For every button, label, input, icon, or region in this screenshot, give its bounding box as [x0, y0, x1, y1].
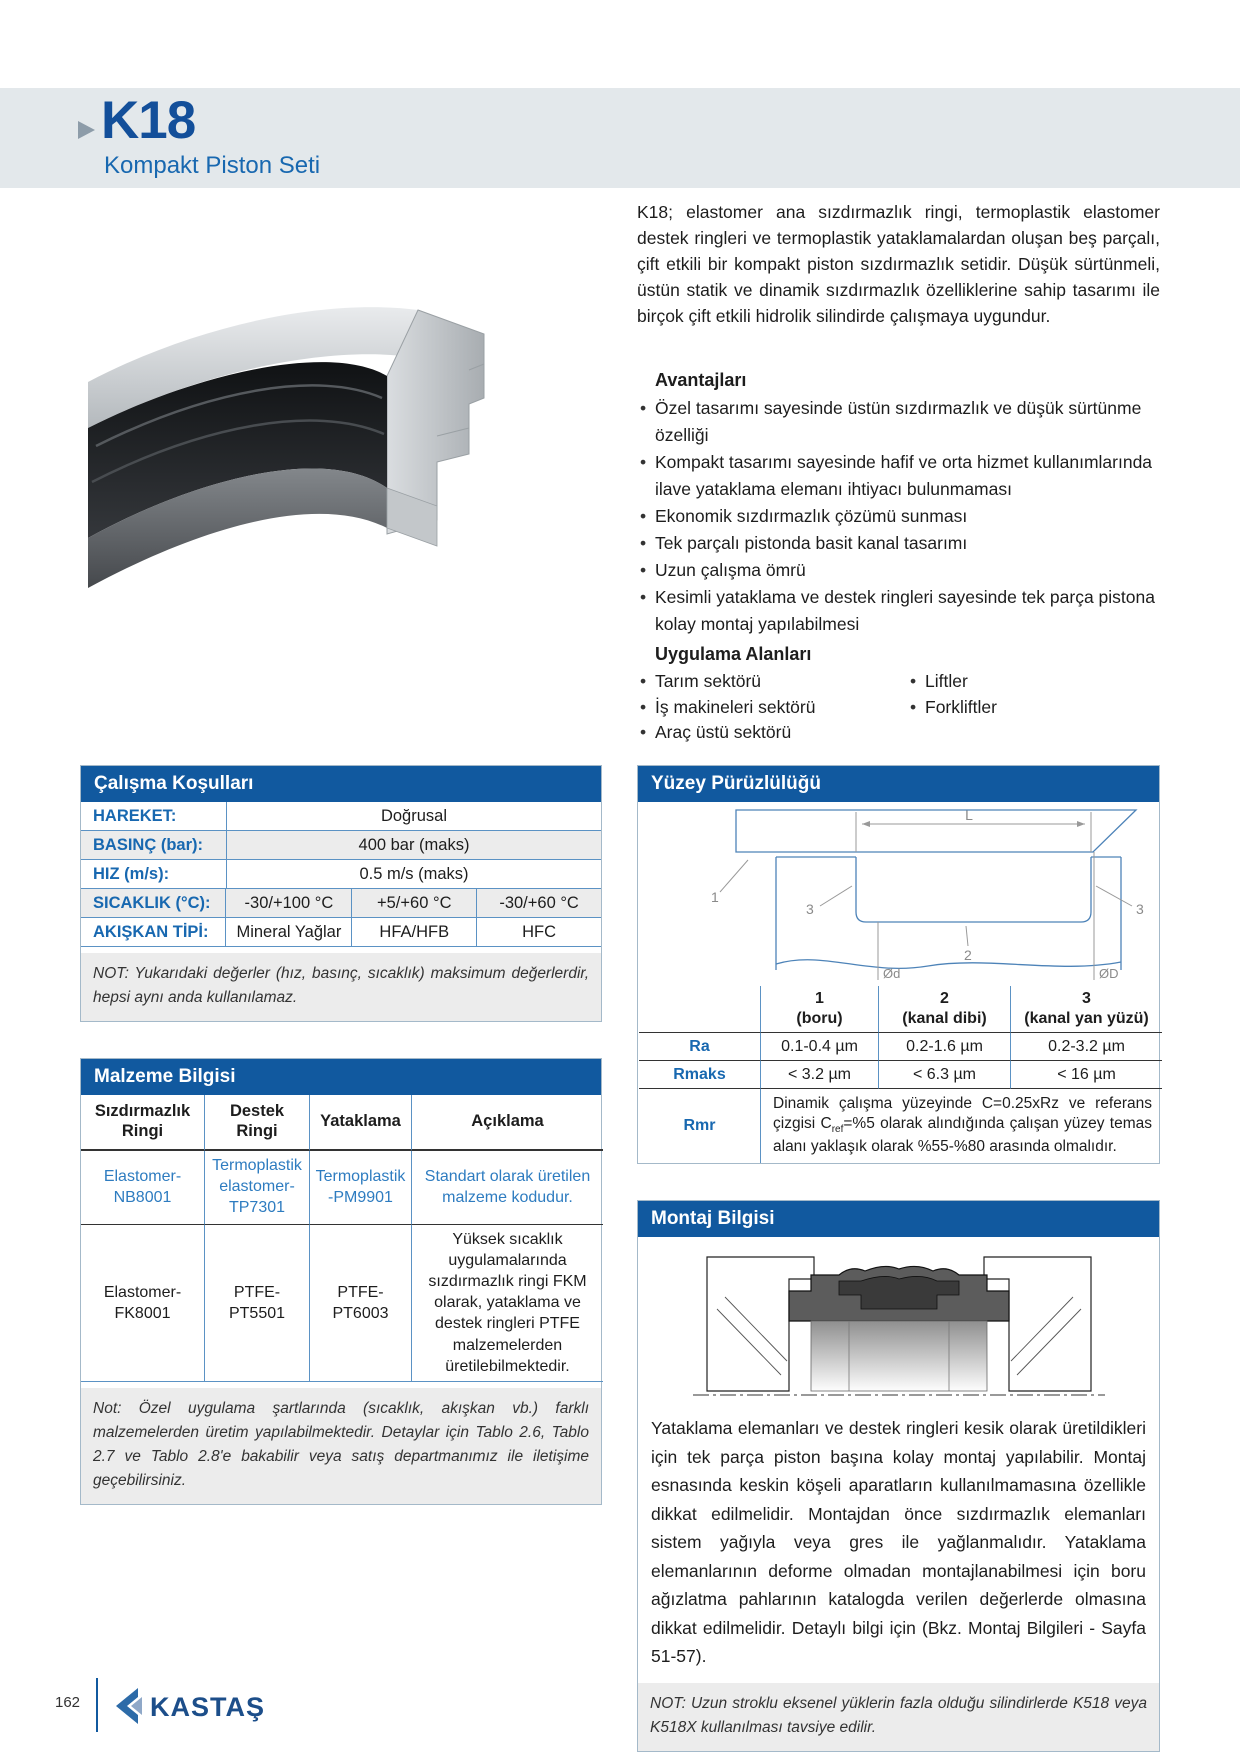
table-row: [81, 860, 601, 889]
application-item: • İş makineleri sektörü: [637, 695, 907, 721]
product-code: K18: [101, 91, 196, 150]
applications-title: Uygulama Alanları: [655, 644, 812, 664]
table-cell: < 3.2 µm: [760, 1061, 878, 1089]
surface-roughness-panel: [637, 765, 1160, 1164]
table-cell: Yüksek sıcaklık uygulamalarında sızdırmazlık ringi FKM olarak, yataklama ve destek ringleri PTFE malzemelerden üretilebilmektedir.: [411, 1225, 603, 1382]
table-cell: 0.2-1.6 µm: [878, 1033, 1010, 1061]
column-subtitle: (boru): [796, 1010, 843, 1027]
panel-title: Yüzey Pürüzlülüğü: [638, 766, 1159, 802]
table-row: [81, 918, 601, 947]
table-row: [81, 831, 601, 860]
advantages-list: [637, 395, 1160, 638]
installation-body: Yataklama elemanları ve destek ringleri kesik olarak üretildikleri için tek parça piston başına kolay montaj yapılabilir. Montaj esnasında keskin köşeli aparatların kullanılmamasına özellikle dikkat edilmelidir. Montajdan önce sızdırmazlık elemanları sistem yağıyla veya gres ile yağlanmalıdır. Yataklama elemanlarının deforme olmadan montajlanabilmesi için boru ağızlatma pahlarının katalogda verilen değerlerde olmasına dikkat edilmelidir. Detaylı bilgi için (Bkz. Montaj Bilgileri - Sayfa 51-57).: [651, 1418, 1146, 1666]
column-subtitle: (kanal dibi): [902, 1010, 987, 1027]
product-photo: [88, 282, 518, 610]
row-label: Ra: [639, 1033, 760, 1061]
rmr-text-subscript: ref: [831, 1124, 844, 1136]
column-header: Açıklama: [411, 1095, 603, 1151]
application-item: • Forkliftler: [907, 695, 1160, 721]
rmr-text-part2: =%5 olarak alındığında çalışan yüzey temas alanı yaklaşık olarak %55-%80 arasında olmalıdır.: [773, 1115, 1152, 1155]
row-value: 0.5 m/s (maks): [359, 864, 469, 883]
row-value: Mineral Yağlar: [236, 922, 342, 941]
column-number: 2: [940, 990, 949, 1007]
dim-label-od-big: ØD: [1099, 966, 1119, 981]
row-value: -30/+100 °C: [244, 893, 334, 912]
applications-column-1: [637, 669, 907, 746]
row-label: Rmaks: [639, 1061, 760, 1089]
column-subtitle: (kanal yan yüzü): [1024, 1010, 1149, 1027]
title-arrow-icon: [78, 121, 95, 139]
table-cell: Termoplastik -PM9901: [309, 1151, 411, 1225]
column-header: Sızdırmazlık Ringi: [81, 1095, 204, 1151]
panel-title: Çalışma Koşulları: [81, 766, 601, 802]
ref-label-1: 1: [711, 889, 719, 905]
column-header: Yataklama: [309, 1095, 411, 1151]
advantage-item: • Özel tasarımı sayesinde üstün sızdırmazlık ve düşük sürtünme özelliği: [637, 395, 1160, 449]
advantages-title: Avantajları: [655, 370, 747, 390]
installation-panel: [637, 1200, 1160, 1752]
row-value: 400 bar (maks): [358, 835, 470, 854]
application-item: • Araç üstü sektörü: [637, 720, 907, 746]
application-item: • Tarım sektörü: [637, 669, 907, 695]
ref-label-3-right: 3: [1136, 901, 1144, 917]
row-label: HAREKET:: [81, 802, 227, 830]
column-number: 1: [815, 990, 824, 1007]
material-note: Not: Özel uygulama şartlarında (sıcaklık, akışkan vb.) farklı malzemelerden üretim yapılabilmektedir. Detaylar için Tablo 2.6, Tablo 2.7 ve Tablo 2.8'e bakabilir veya satış departmanımız ile iletişime geçebilirsiniz.: [81, 1388, 601, 1505]
column-header-empty: [639, 986, 760, 1033]
table-row: [81, 889, 601, 918]
table-cell: 0.2-3.2 µm: [1010, 1033, 1162, 1061]
table-cell: Standart olarak üretilen malzeme kodudur.: [411, 1151, 603, 1225]
row-label: AKIŞKAN TİPİ:: [81, 918, 226, 946]
dim-label-od-small: Ød: [883, 966, 901, 981]
operating-conditions-panel: [80, 765, 602, 1022]
advantage-item: • Kesimli yataklama ve destek ringleri sayesinde tek parça pistona kolay montaj yapılabilmesi: [637, 584, 1160, 638]
conditions-note: NOT: Yukarıdaki değerler (hız, basınç, sıcaklık) maksimum değerlerdir, hepsi aynı anda kullanılamaz.: [81, 953, 601, 1021]
row-value: HFC: [476, 918, 601, 946]
row-value: HFA/HFB: [351, 918, 476, 946]
table-row: [81, 802, 601, 831]
material-info-panel: [80, 1058, 602, 1505]
panel-title: Malzeme Bilgisi: [81, 1059, 601, 1095]
table-cell: Elastomer-NB8001: [81, 1151, 204, 1225]
table-cell: < 16 µm: [1010, 1061, 1162, 1089]
footer-divider: [96, 1678, 98, 1732]
column-header: [760, 986, 878, 1033]
material-table: [81, 1095, 601, 1382]
installation-diagram: [689, 1249, 1109, 1399]
row-label: Rmr: [683, 1117, 716, 1135]
advantage-item: • Tek parçalı pistonda basit kanal tasarımı: [637, 530, 1160, 557]
table-cell: Termoplastik elastomer-TP7301: [204, 1151, 309, 1225]
advantage-item: • Uzun çalışma ömrü: [637, 557, 1160, 584]
column-header: [1010, 986, 1162, 1033]
column-number: 3: [1082, 990, 1091, 1007]
applications-column-2: [907, 669, 1160, 720]
dim-label-l: L: [965, 807, 973, 823]
installation-note: NOT: Uzun stroklu eksenel yüklerin fazla olduğu silindirlerde K518 veya K518X kullanılması tavsiye edilir.: [638, 1683, 1159, 1751]
brand-wordmark: KASTAŞ: [150, 1692, 266, 1722]
column-header: Destek Ringi: [204, 1095, 309, 1151]
table-cell: Elastomer-FK8001: [81, 1225, 204, 1382]
rmr-description: [760, 1089, 1162, 1163]
table-cell: PTFE-PT5501: [204, 1225, 309, 1382]
row-label: BASINÇ (bar):: [81, 831, 227, 859]
advantage-item: • Ekonomik sızdırmazlık çözümü sunması: [637, 503, 1160, 530]
panel-title: Montaj Bilgisi: [638, 1201, 1159, 1237]
product-name: Kompakt Piston Seti: [104, 152, 321, 179]
row-value: -30/+60 °C: [476, 889, 601, 917]
groove-diagram: [638, 802, 1159, 986]
brand-logo: [106, 1684, 296, 1728]
page-number: 162: [55, 1694, 81, 1711]
table-cell: < 6.3 µm: [878, 1061, 1010, 1089]
table-cell: PTFE-PT6003: [309, 1225, 411, 1382]
rmr-text-part1: Dinamik çalışma yüzeyinde C=0.25xRz ve referans çizgisi C: [773, 1095, 1152, 1133]
application-item: • Liftler: [907, 669, 1160, 695]
column-header: [878, 986, 1010, 1033]
ref-label-2: 2: [964, 947, 972, 963]
intro-paragraph: K18; elastomer ana sızdırmazlık ringi, termoplastik elastomer destek ringleri ve termoplastik yataklamalardan oluşan beş parçalı, çift etkili bir kompakt piston sızdırmazlık setidir. Düşük sürtünmeli, üstün statik ve dinamik sızdırmazlık özelliklerine sahip tasarımı ile birçok çift etkili hidrolik silindirde çalışmaya uygundur.: [637, 202, 1160, 326]
title-band: [0, 88, 1240, 188]
table-cell: 0.1-0.4 µm: [760, 1033, 878, 1061]
roughness-table: [638, 986, 1159, 1163]
row-label: HIZ (m/s):: [81, 860, 227, 888]
row-label: SICAKLIK (°C):: [81, 889, 226, 917]
row-value: Doğrusal: [380, 806, 448, 825]
ref-label-3-left: 3: [806, 901, 814, 917]
row-value: +5/+60 °C: [351, 889, 476, 917]
advantage-item: • Kompakt tasarımı sayesinde hafif ve orta hizmet kullanımlarında ilave yataklama elemanı ihtiyacı bulunmaması: [637, 449, 1160, 503]
